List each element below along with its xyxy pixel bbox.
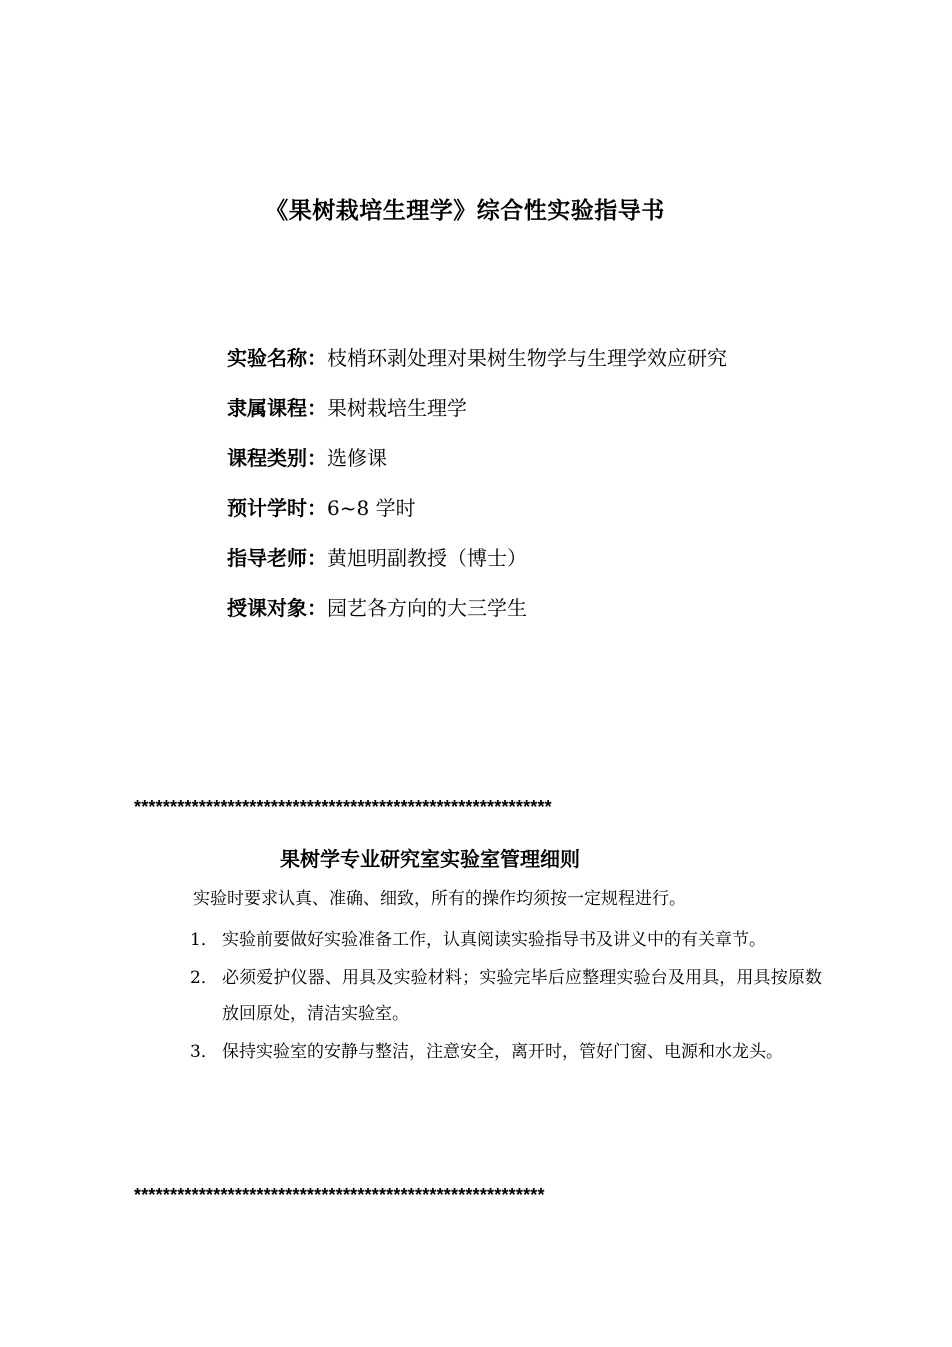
info-row-audience [227, 593, 727, 643]
document-title: 《果树栽培生理学》综合性实验指导书 [265, 198, 665, 224]
rules-title: 果树学专业研究室实验室管理细则 [280, 847, 580, 871]
rule-item [190, 960, 822, 1032]
info-row-course-type [227, 443, 727, 493]
info-row-experiment-name [227, 343, 727, 393]
rule-item [190, 1034, 822, 1070]
separator-bottom: ********************************************************* [134, 1185, 545, 1205]
rule-item [190, 922, 822, 958]
info-row-course [227, 393, 727, 443]
info-label: 预计学时： [227, 496, 327, 520]
info-label: 隶属课程： [227, 396, 327, 420]
rule-text: 保持实验室的安静与整洁，注意安全，离开时，管好门窗、电源和水龙头。 [222, 1042, 783, 1062]
info-value: 枝梢环剥处理对果树生物学与生理学效应研究 [327, 346, 727, 370]
rule-number: 1． [190, 930, 218, 950]
info-label: 实验名称： [227, 346, 327, 370]
info-value: 园艺各方向的大三学生 [327, 596, 527, 620]
info-label: 指导老师： [227, 546, 327, 570]
separator-top: ********************************************************** [134, 797, 552, 817]
info-label: 授课对象： [227, 596, 327, 620]
info-row-hours [227, 493, 727, 543]
rule-number: 2． [190, 968, 218, 988]
info-value: 6~8 学时 [327, 496, 416, 520]
info-value: 黄旭明副教授（博士） [327, 546, 527, 570]
info-value: 果树栽培生理学 [327, 396, 467, 420]
experiment-info [227, 343, 727, 643]
info-label: 课程类别： [227, 446, 327, 470]
rules-list [190, 922, 822, 1072]
info-row-instructor [227, 543, 727, 593]
rules-intro: 实验时要求认真、准确、细致，所有的操作均须按一定规程进行。 [193, 889, 686, 909]
rule-number: 3． [190, 1042, 218, 1062]
rule-text: 必须爱护仪器、用具及实验材料；实验完毕后应整理实验台及用具，用具按原数放回原处，清洁实验室。 [222, 968, 822, 1024]
rule-text: 实验前要做好实验准备工作，认真阅读实验指导书及讲义中的有关章节。 [222, 930, 766, 950]
info-value: 选修课 [327, 446, 387, 470]
